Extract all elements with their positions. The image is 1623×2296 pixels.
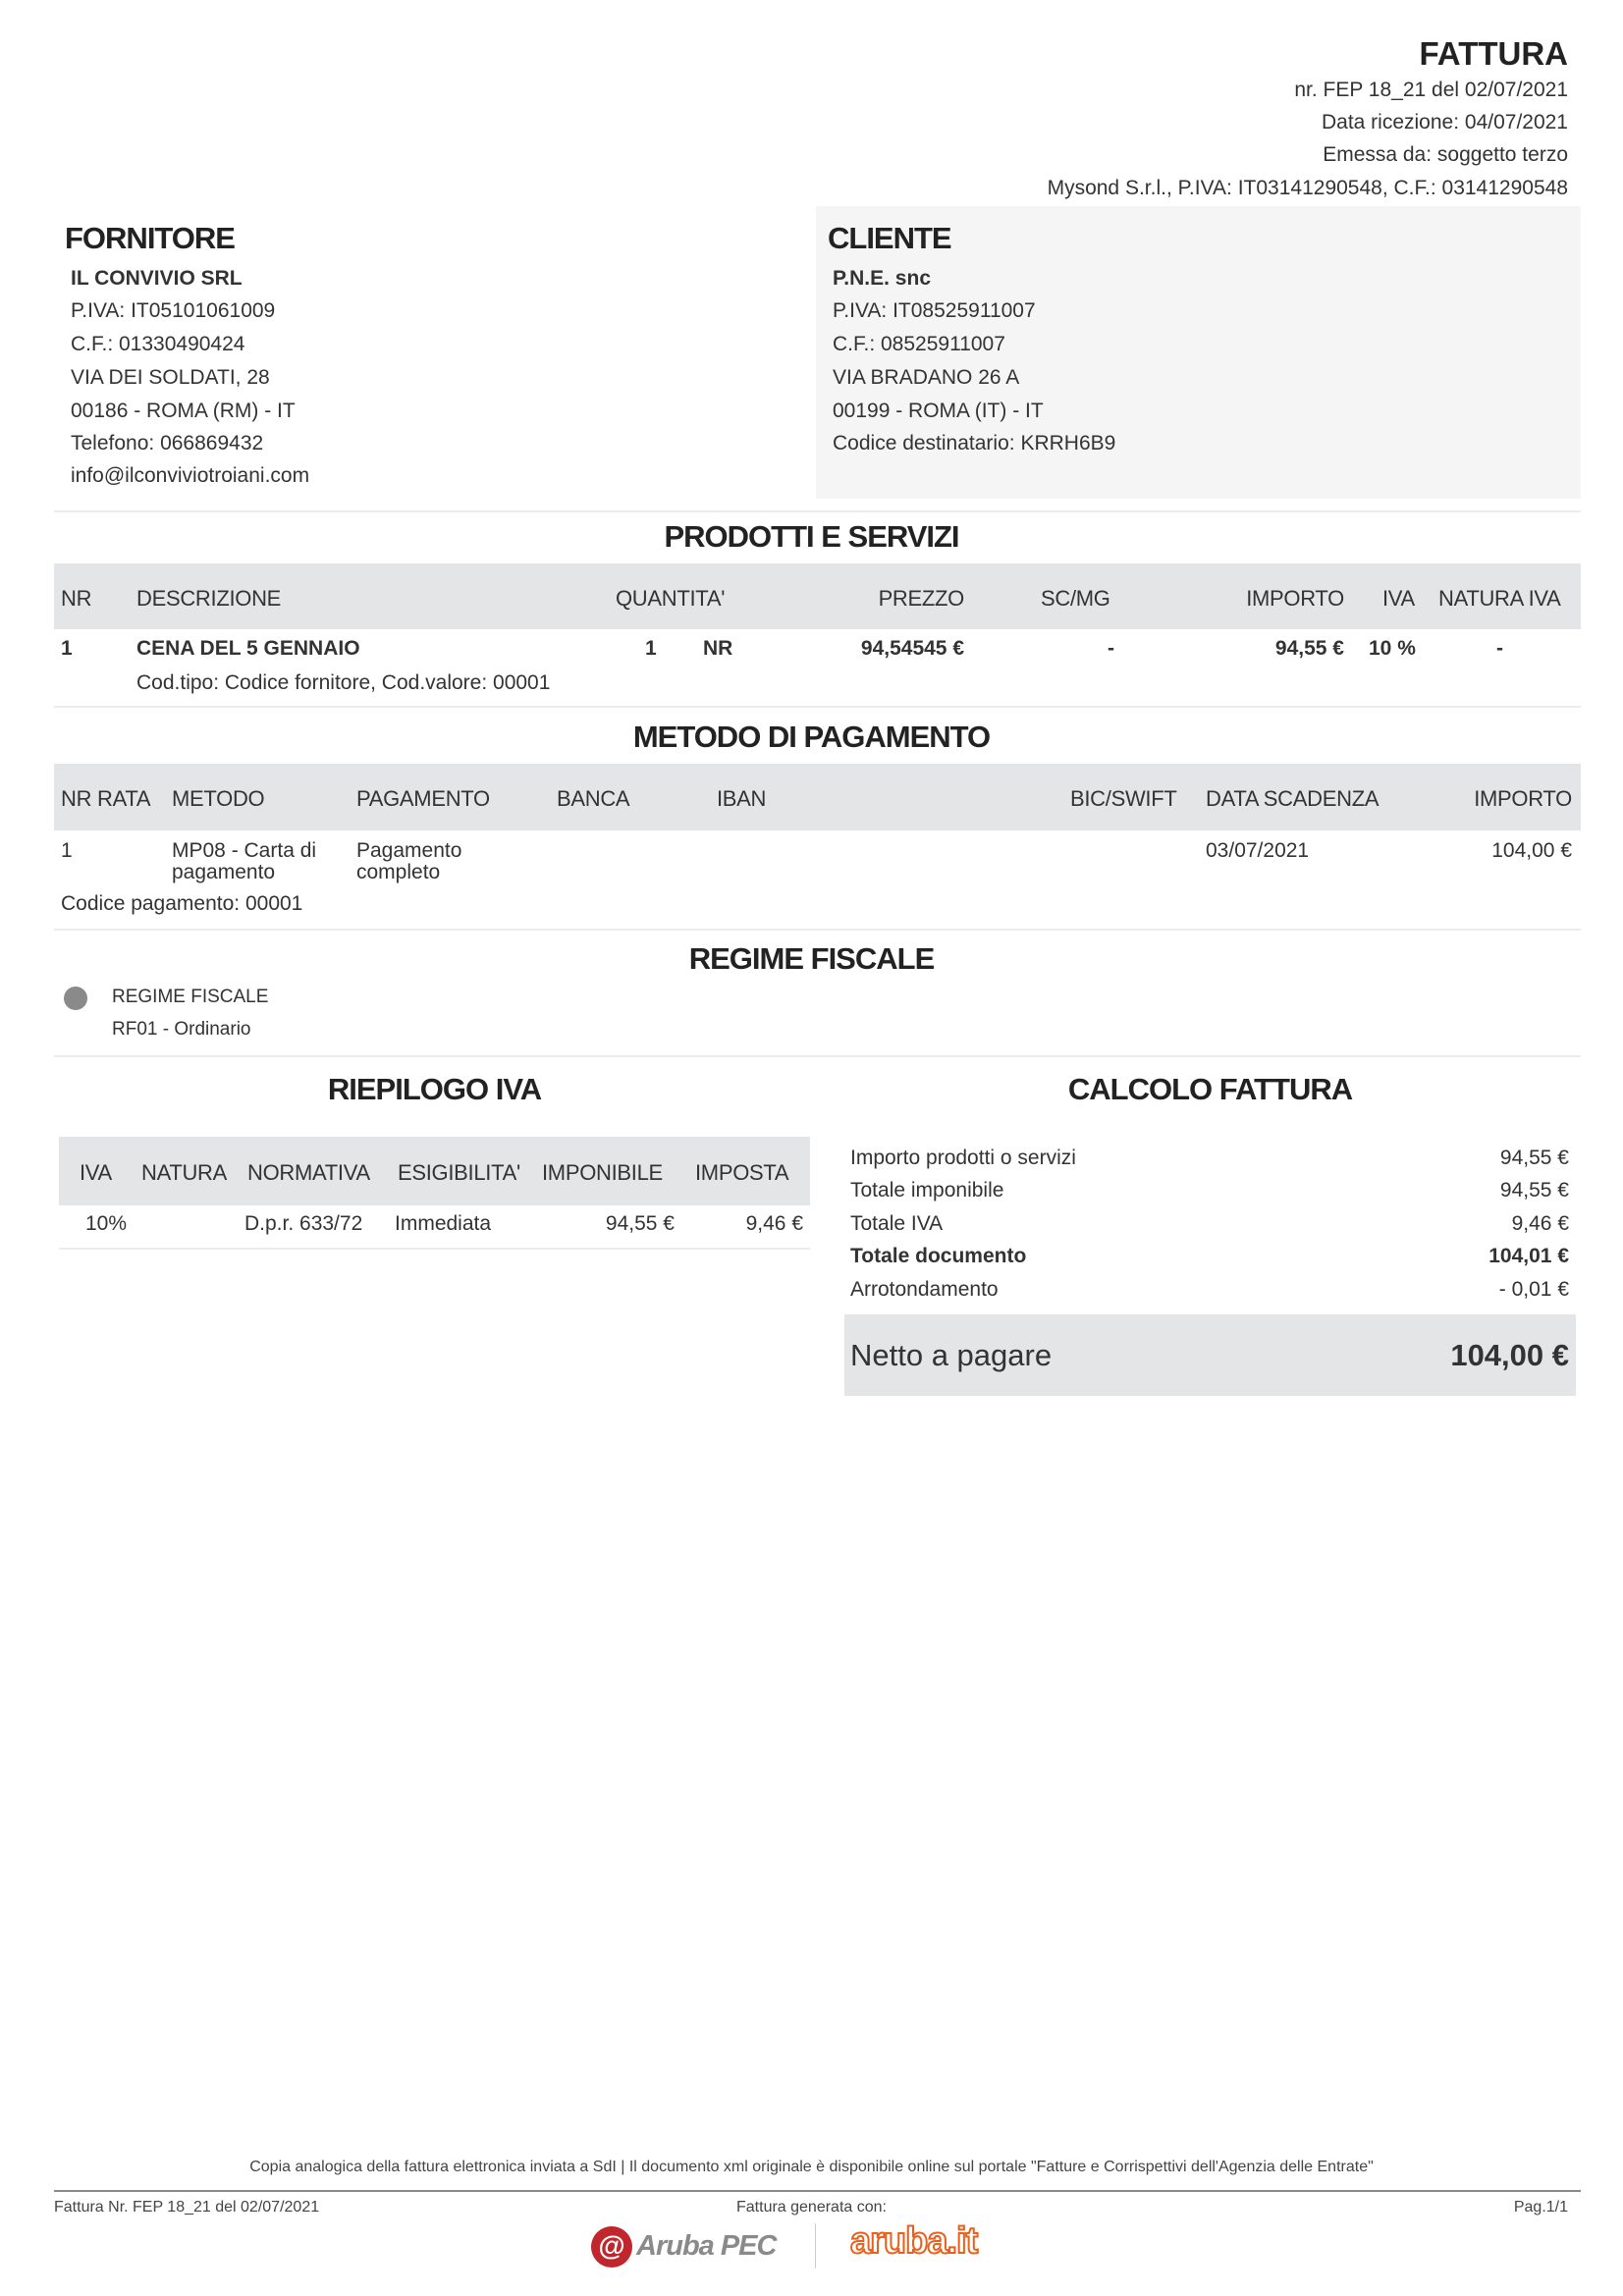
col-installment: NR RATA bbox=[61, 786, 151, 811]
calc-value: 104,01 € bbox=[1488, 1245, 1569, 1267]
divider bbox=[54, 1055, 1581, 1057]
row-qty: 1 bbox=[645, 637, 657, 660]
row-nature: - bbox=[1496, 637, 1503, 660]
row-unit: NR bbox=[703, 637, 733, 660]
row-nr: 1 bbox=[61, 637, 73, 660]
divider bbox=[54, 706, 1581, 708]
col-nr: NR bbox=[61, 586, 92, 611]
client-heading: CLIENTE bbox=[828, 221, 951, 255]
col-law: NORMATIVA bbox=[247, 1160, 370, 1185]
row-discount: - bbox=[1108, 637, 1114, 660]
footer-note: Copia analogica della fattura elettronica inviata a SdI | Il documento xml originale è disponibile online sul portale "Fatture e Corrispettivi dell'Agenzia delle Entrate" bbox=[249, 2159, 1374, 2175]
client-name: P.N.E. snc bbox=[833, 267, 931, 290]
row-payment-cont: completo bbox=[356, 861, 441, 883]
client-city: 00199 - ROMA (IT) - IT bbox=[833, 400, 1044, 422]
col-nature: NATURA bbox=[141, 1160, 228, 1185]
supplier-vat: P.IVA: IT05101061009 bbox=[71, 299, 276, 322]
col-price: PREZZO bbox=[878, 586, 964, 611]
aruba-pec-logo: Aruba PEC bbox=[636, 2230, 777, 2262]
bullet-dot-icon bbox=[64, 987, 87, 1010]
row-price: 94,54545 € bbox=[860, 637, 964, 660]
calc-label: Arrotondamento bbox=[850, 1278, 999, 1301]
col-quantity: QUANTITA' bbox=[616, 586, 726, 611]
vat-summary-heading: RIEPILOGO IVA bbox=[327, 1072, 542, 1106]
supplier-phone: Telefono: 066869432 bbox=[71, 432, 264, 454]
regime-heading: REGIME FISCALE bbox=[688, 941, 935, 976]
supplier-address: VIA DEI SOLDATI, 28 bbox=[71, 366, 270, 389]
col-due-date: DATA SCADENZA bbox=[1206, 786, 1380, 811]
row-nr: 1 bbox=[61, 839, 73, 862]
footer-invoice: Fattura Nr. FEP 18_21 del 02/07/2021 bbox=[54, 2199, 320, 2216]
net-label: Netto a pagare bbox=[850, 1338, 1053, 1372]
calc-value: - 0,01 € bbox=[1498, 1278, 1569, 1301]
col-discount: SC/MG bbox=[1041, 586, 1110, 611]
col-vat: IVA bbox=[1382, 586, 1415, 611]
row-law: D.p.r. 633/72 bbox=[244, 1212, 363, 1235]
calc-label: Importo prodotti o servizi bbox=[850, 1147, 1076, 1169]
calc-value: 94,55 € bbox=[1499, 1147, 1569, 1169]
products-heading: PRODOTTI E SERVIZI bbox=[664, 519, 959, 554]
supplier-city: 00186 - ROMA (RM) - IT bbox=[71, 400, 296, 422]
col-tax: IMPOSTA bbox=[695, 1160, 789, 1185]
logo-divider bbox=[815, 2223, 816, 2269]
col-method: METODO bbox=[172, 786, 265, 811]
row-amount: 104,00 € bbox=[1491, 839, 1572, 862]
invoice-title: FATTURA bbox=[1419, 35, 1568, 72]
supplier-heading: FORNITORE bbox=[65, 221, 235, 255]
col-taxable: IMPONIBILE bbox=[542, 1160, 663, 1185]
row-vat: 10 % bbox=[1369, 637, 1416, 660]
payment-heading: METODO DI PAGAMENTO bbox=[632, 720, 991, 754]
footer-generated: Fattura generata con: bbox=[736, 2199, 887, 2216]
received-date: Data ricezione: 04/07/2021 bbox=[1321, 111, 1568, 133]
net-value: 104,00 € bbox=[1450, 1338, 1569, 1372]
col-vat: IVA bbox=[80, 1160, 112, 1185]
aruba-it-logo: aruba.it bbox=[850, 2220, 978, 2262]
client-code: Codice destinatario: KRRH6B9 bbox=[833, 432, 1116, 454]
calc-label: Totale IVA bbox=[850, 1212, 944, 1235]
regime-value: RF01 - Ordinario bbox=[112, 1019, 251, 1040]
supplier-name: IL CONVIVIO SRL bbox=[71, 267, 243, 290]
row-payment: Pagamento bbox=[356, 839, 462, 862]
divider bbox=[54, 929, 1581, 931]
regime-label: REGIME FISCALE bbox=[112, 987, 269, 1007]
col-bank: BANCA bbox=[557, 786, 630, 811]
divider bbox=[54, 510, 1581, 512]
row-detail: Cod.tipo: Codice fornitore, Cod.valore: 00001 bbox=[136, 671, 551, 694]
products-header-bg bbox=[54, 563, 1581, 629]
row-method: MP08 - Carta di bbox=[172, 839, 317, 862]
aruba-pec-logo-icon: @ bbox=[591, 2226, 632, 2268]
row-taxable: 94,55 € bbox=[605, 1212, 675, 1235]
col-iban: IBAN bbox=[717, 786, 767, 811]
calc-label: Totale imponibile bbox=[850, 1179, 1004, 1201]
client-vat: P.IVA: IT08525911007 bbox=[833, 299, 1036, 322]
col-amount: IMPORTO bbox=[1474, 786, 1572, 811]
footer-divider bbox=[54, 2190, 1581, 2192]
calc-value: 94,55 € bbox=[1499, 1179, 1569, 1201]
invoice-number: nr. FEP 18_21 del 02/07/2021 bbox=[1294, 79, 1568, 101]
row-description: CENA DEL 5 GENNAIO bbox=[136, 637, 360, 660]
supplier-cf: C.F.: 01330490424 bbox=[71, 333, 245, 355]
col-description: DESCRIZIONE bbox=[136, 586, 282, 611]
client-cf: C.F.: 08525911007 bbox=[833, 333, 1005, 355]
row-vat: 10% bbox=[85, 1212, 128, 1235]
col-payment: PAGAMENTO bbox=[356, 786, 490, 811]
col-bic: BIC/SWIFT bbox=[1070, 786, 1177, 811]
row-due-date: 03/07/2021 bbox=[1206, 839, 1310, 862]
supplier-email: info@ilconviviotroiani.com bbox=[71, 464, 310, 487]
col-amount: IMPORTO bbox=[1246, 586, 1344, 611]
calc-heading: CALCOLO FATTURA bbox=[1067, 1072, 1353, 1106]
third-party: Mysond S.r.l., P.IVA: IT03141290548, C.F.: 03141290548 bbox=[1047, 177, 1568, 199]
row-method-cont: pagamento bbox=[172, 861, 276, 883]
divider bbox=[59, 1248, 810, 1250]
issued-by: Emessa da: soggetto terzo bbox=[1323, 143, 1568, 166]
calc-label: Totale documento bbox=[850, 1245, 1027, 1267]
payment-code: Codice pagamento: 00001 bbox=[61, 892, 303, 915]
col-chargeability: ESIGIBILITA' bbox=[398, 1160, 520, 1185]
row-chargeability: Immediata bbox=[395, 1212, 492, 1235]
col-nature: NATURA IVA bbox=[1438, 586, 1561, 611]
page-number: Pag.1/1 bbox=[1513, 2199, 1568, 2216]
calc-value: 9,46 € bbox=[1511, 1212, 1569, 1235]
row-tax: 9,46 € bbox=[745, 1212, 803, 1235]
client-address: VIA BRADANO 26 A bbox=[833, 366, 1020, 389]
row-amount: 94,55 € bbox=[1274, 637, 1344, 660]
